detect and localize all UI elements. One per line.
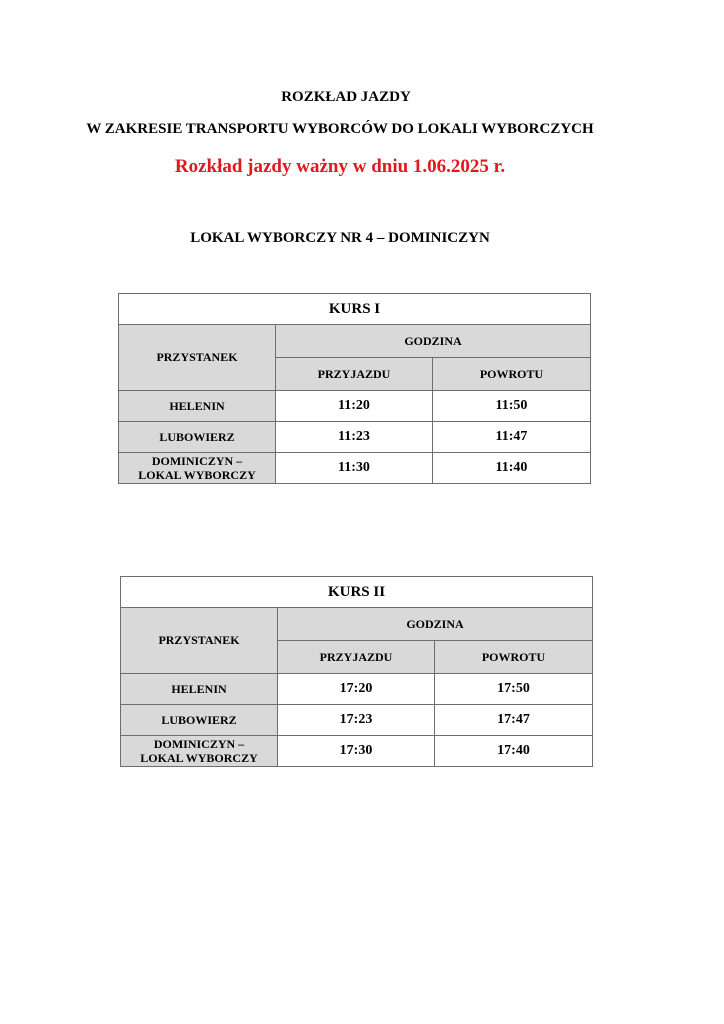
arrival-time: 11:30 — [276, 453, 433, 484]
column-header-arrival: PRZYJAZDU — [278, 641, 435, 674]
column-header-return: POWROTU — [435, 641, 593, 674]
return-time: 11:40 — [433, 453, 591, 484]
arrival-time: 17:30 — [278, 736, 435, 767]
stop-name — [119, 453, 276, 484]
stop-name: LUBOWIERZ — [121, 705, 278, 736]
column-header-stop: PRZYSTANEK — [121, 608, 278, 674]
column-header-time: GODZINA — [278, 608, 593, 641]
stop-name-line-2: LOKAL WYBORCZY — [138, 468, 256, 482]
table-row — [121, 736, 593, 767]
schedule-table-kurs-1 — [118, 293, 591, 484]
arrival-time: 11:20 — [276, 391, 433, 422]
stop-name-line-1: DOMINICZYN – — [153, 737, 245, 751]
document-title: ROZKŁAD JAZDY — [281, 89, 411, 105]
stop-name-line-2: LOKAL WYBORCZY — [140, 751, 258, 765]
column-header-stop: PRZYSTANEK — [119, 325, 276, 391]
table-title: KURS I — [119, 294, 591, 325]
return-time: 17:47 — [435, 705, 593, 736]
return-time: 17:50 — [435, 674, 593, 705]
stop-name: LUBOWIERZ — [119, 422, 276, 453]
stop-name: HELENIN — [121, 674, 278, 705]
arrival-time: 17:23 — [278, 705, 435, 736]
return-time: 17:40 — [435, 736, 593, 767]
table-title: KURS II — [121, 577, 593, 608]
table-row — [119, 422, 591, 453]
validity-notice: Rozkład jazdy ważny w dniu 1.06.2025 r. — [174, 156, 506, 177]
table-row — [119, 391, 591, 422]
schedule-table-kurs-2 — [120, 576, 593, 767]
stop-name — [121, 736, 278, 767]
table-row — [119, 453, 591, 484]
return-time: 11:47 — [433, 422, 591, 453]
arrival-time: 11:23 — [276, 422, 433, 453]
column-header-return: POWROTU — [433, 358, 591, 391]
column-header-time: GODZINA — [276, 325, 591, 358]
table-row — [121, 674, 593, 705]
stop-name: HELENIN — [119, 391, 276, 422]
polling-station-heading: LOKAL WYBORCZY NR 4 – DOMINICZYN — [190, 230, 490, 246]
stop-name-line-1: DOMINICZYN – — [151, 454, 243, 468]
document-subtitle: W ZAKRESIE TRANSPORTU WYBORCÓW DO LOKALI WYBORCZYCH — [86, 121, 594, 137]
column-header-arrival: PRZYJAZDU — [276, 358, 433, 391]
return-time: 11:50 — [433, 391, 591, 422]
arrival-time: 17:20 — [278, 674, 435, 705]
table-row — [121, 705, 593, 736]
